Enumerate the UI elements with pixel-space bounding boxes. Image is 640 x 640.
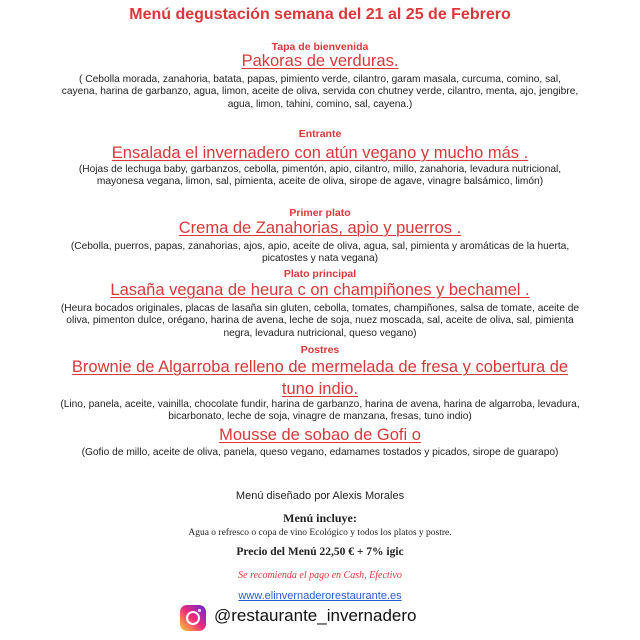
- instagram-icon[interactable]: [180, 605, 206, 631]
- dish-ensalada: Ensalada el invernadero con atún vegano y mucho más .: [111, 144, 529, 162]
- section-main: Plato principal: [283, 268, 357, 280]
- instagram-handle[interactable]: @restaurante_invernadero: [214, 606, 417, 625]
- menu-title: Menú degustación semana del 21 al 25 de Febrero: [129, 6, 511, 23]
- section-desserts: Postres: [300, 344, 340, 356]
- ingredients-brownie: (Lino, panela, aceite, vainilla, chocolate fundir, harina de garbanzo, harina de avena, harina de algarroba, levadura, bicarbonato, leche de soja, vinagre de manzana, fresas, tuno indio): [60, 399, 580, 423]
- payment-note: Se recomienda el pago en Cash, Efectivo: [238, 570, 402, 581]
- ingredients-ensalada: (Hojas de lechuga baby, garbanzos, cebolla, pimentón, apio, cilantro, millo, zanahoria, levadura nutricional, mayonesa vegana, limon, sal, pimienta, aceite de oliva, sirope de agave, vinagre balsámico, limón): [78, 164, 562, 188]
- section-welcome: Tapa de bienvenida: [271, 41, 369, 53]
- dish-mousse: Mousse de sobao de Gofi o: [219, 426, 421, 444]
- menu-price: Precio del Menú 22,50 € + 7% igic: [236, 546, 404, 558]
- dish-crema: Crema de Zanahorias, apio y puerros .: [178, 219, 462, 237]
- dish-lasana: Lasaña vegana de heura c on champiñones y bechamel .: [110, 281, 530, 299]
- ingredients-mousse: (Gofio de millo, aceite de oliva, panela, queso vegano, edamames tostados y picados, sirope de guarapo): [81, 447, 559, 458]
- ingredients-lasana: (Heura bocados originales, placas de lasaña sin gluten, cebolla, tomates, champiñones, salsa de tomate, aceite de oliva, pimenton dulce, orégano, harina de avena, leche de soja, nuez moscada, sal, aceite de oliva, sal, pimienta negra, levadura nutricional, queso vegano): [60, 303, 580, 339]
- section-first: Primer plato: [289, 207, 351, 219]
- ingredients-crema: (Cebolla, puerros, papas, zanahorias, ajos, apio, aceite de oliva, agua, sal, pimienta y aromáticas de la huerta, picatostes y nata vegana): [70, 241, 570, 265]
- dish-pakoras: Pakoras de verduras.: [241, 52, 399, 70]
- dish-brownie: Brownie de Algarroba relleno de mermelada de fresa y cobertura de tuno indio.: [71, 358, 569, 398]
- website-link[interactable]: www.elinvernaderorestaurante.es: [238, 590, 402, 602]
- menu-designer: Menú diseñado por Alexis Morales: [235, 490, 405, 502]
- includes-text: Agua o refresco o copa de vino Ecológico y todos los platos y postre.: [188, 528, 452, 538]
- includes-heading: Menú incluye:: [283, 511, 357, 525]
- ingredients-pakoras: ( Cebolla morada, zanahoria, batata, papas, pimiento verde, cilantro, garam masala, curcuma, comino, sal, cayena, harina de garbanzo, agua, limon, aceite de oliva, servida con chutney verde, cilantro, menta, ajo, jengibre, agua, limon, tahini, comino, sal, cayena.): [61, 74, 579, 110]
- section-starter: Entrante: [298, 128, 342, 140]
